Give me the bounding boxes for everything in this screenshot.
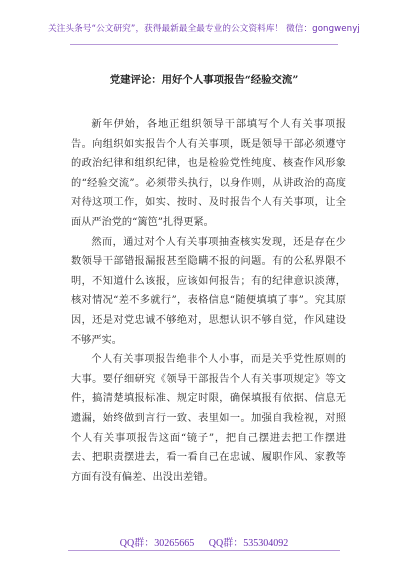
document-title: 党建评论：用好个人事项报告“经验交流” [109, 74, 299, 86]
header-divider [70, 44, 338, 45]
page-header-promo: 关注头条号“公文研究”，获得最新最全最专业的公文资料库！ 微信：gongwenyj [48, 24, 360, 34]
footer-qq-group-1: QQ群：30265665 [119, 538, 195, 549]
footer-divider [68, 550, 340, 551]
page-footer [0, 534, 408, 549]
paragraph-2: 然而，通过对个人有关事项抽查核实发现，还是存在少数领导干部错报漏报甚至隐瞒不报的问题。有的公私界限不明，不知道什么该报，应该如何报告；有的纪律意识淡薄，核对情况“差不多就行”，表格信息“随便填填了事”。究其原因，还是对党忠诚不够绝对，思想认识不够自觉，作风建设不够严实。 [71, 236, 346, 346]
document-body [71, 115, 346, 487]
footer-qq-group-2: QQ群：535304092 [208, 538, 289, 549]
paragraph-3: 个人有关事项报告绝非个人小事，而是关乎党性原则的大事。要仔细研究《领导干部报告个人有关事项规定》等文件，搞清楚填报标准、规定时限，确保填报有依据、信息无遗漏，始终做到言行一致、表里如一。加强自我检视，对照个人有关事项报告这面“镜子”，把自己摆进去把工作摆进去、把职责摆进去，看一看自己在忠诚、履职作风、家教等方面有没有偏差、出没出差错。 [71, 354, 346, 483]
paragraph-1: 新年伊始，各地正组织领导干部填写个人有关事项报告。向组织如实报告个人有关事项，既是领导干部必须遵守的政治纪律和组织纪律，也是检验党性纯度、核查作风形象的“经验交流”。必须带头执行，以身作则，从讲政治的高度对待这项工作，如实、按时、及时报告个人有关事项，让全面从严治党的“篱笆”扎得更紧。 [71, 119, 346, 228]
